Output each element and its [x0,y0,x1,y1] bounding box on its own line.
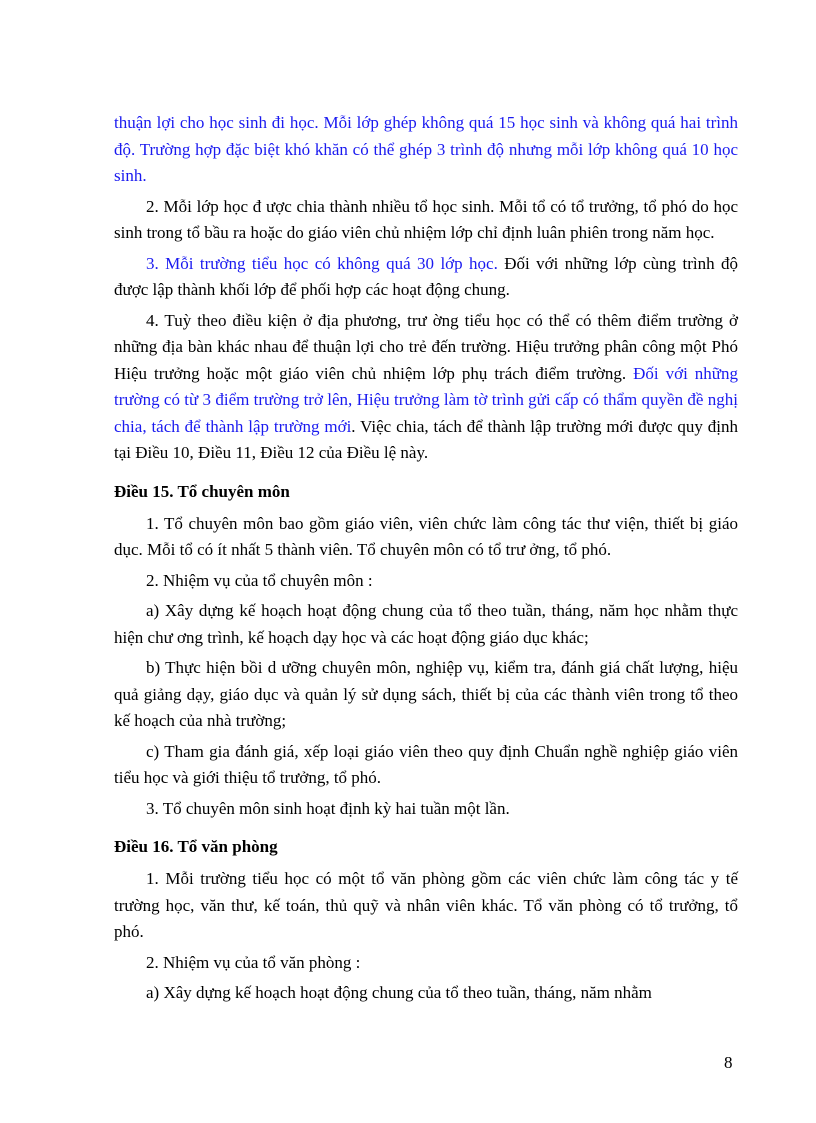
paragraph-student-groups: 2. Mỗi lớp học đ ược chia thành nhiều tổ học sinh. Mỗi tổ có tổ trưởng, tổ phó do học sinh trong tổ bầu ra hoặc do giáo viên chủ nhiệm lớp chỉ định luân phiên trong năm học. [114,196,738,242]
paragraph-max-classes [114,251,738,304]
article-16-item-2: 2. Nhiệm vụ của tổ văn phòng : [146,952,361,972]
article-16-heading: Điều 16. Tổ văn phòng [114,837,278,856]
article-15-item-2: 2. Nhiệm vụ của tổ chuyên môn : [146,570,373,590]
article-15-item-1: 1. Tổ chuyên môn bao gồm giáo viên, viên chức làm công tác thư viện, thiết bị giáo dục. Mỗi tổ có ít nhất 5 thành viên. Tổ chuyên môn có tổ trư ởng, tổ phó. [114,513,738,559]
article-15-item-2c: c) Tham gia đánh giá, xếp loại giáo viên theo quy định Chuẩn nghề nghiệp giáo viên tiểu học và giới thiệu tổ trưởng, tổ phó. [114,741,738,787]
highlighted-text: Đối với những trường có từ 3 điểm trường trở lên, Hiệu trưởng làm tờ trình gửi cấp có thẩm quyền đề nghị chia, tách để thành lập trường mới [114,363,738,436]
paragraph-text: 4. Tuỳ theo điều kiện ở địa phương, trư ờng tiểu học có thể có thêm điểm trường ở những địa bàn khác nhau để thuận lợi cho trẻ đến trường. Hiệu trưởng phân công một Phó Hiệu trưởng hoặc một giáo viên chủ nhiệm lớp phụ trách điểm trường. [114,310,738,383]
paragraph-school-sites [114,308,738,467]
article-15-item-2a: a) Xây dựng kế hoạch hoạt động chung của tổ theo tuần, tháng, năm học nhằm thực hiện chư ơng trình, kế hoạch dạy học và các hoạt động giáo dục khác; [114,601,738,647]
paragraph-text: Đối với những lớp cùng trình độ được lập thành khối lớp để phối hợp các hoạt động chung. [114,253,738,299]
article-15-item-3: 3. Tổ chuyên môn sinh hoạt định kỳ hai tuần một lần. [146,798,510,818]
document-page [114,110,738,1011]
page-number: 8 [724,1053,733,1072]
article-16-item-1: 1. Mỗi trường tiểu học có một tổ văn phòng gồm các viên chức làm công tác y tế trường học, văn thư, kế toán, thủ quỹ và nhân viên khác. Tổ văn phòng có tổ trưởng, tổ phó. [114,869,738,941]
article-15-item-2b: b) Thực hiện bồi d ưỡng chuyên môn, nghiệp vụ, kiểm tra, đánh giá chất lượng, hiệu quả giảng dạy, giáo dục và quản lý sử dụng sách, thiết bị của các thành viên trong tổ theo kế hoạch của nhà trường; [114,658,738,730]
paragraph-text: . Việc chia, tách để thành lập trường mới được quy định tại Điều 10, Điều 11, Điều 12 của Điều lệ này. [114,416,738,462]
paragraph-continued: thuận lợi cho học sinh đi học. Mỗi lớp ghép không quá 15 học sinh và không quá hai trình độ. Trường hợp đặc biệt khó khăn có thể ghép 3 trình độ nhưng mỗi lớp không quá 10 học sinh. [114,113,738,185]
highlighted-text: 3. Mỗi trường tiểu học có không quá 30 lớp học. [146,253,498,273]
article-15-heading: Điều 15. Tổ chuyên môn [114,481,290,501]
article-16-item-2a: a) Xây dựng kế hoạch hoạt động chung của tổ theo tuần, tháng, năm nhằm [146,983,652,1002]
